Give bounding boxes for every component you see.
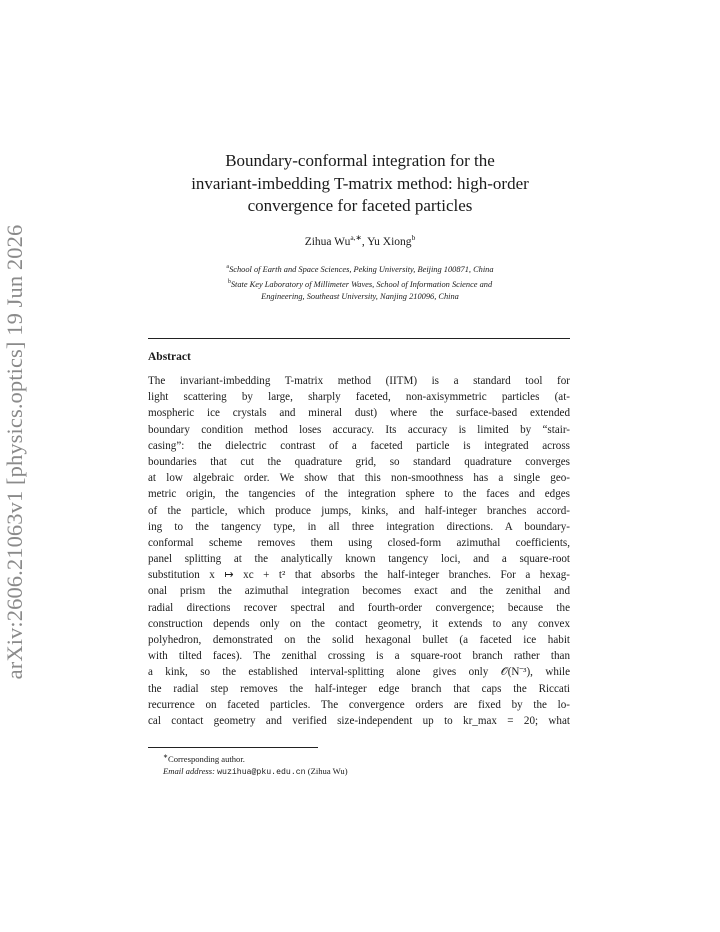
footnote-email — [163, 765, 348, 780]
footnote-corresponding — [163, 751, 348, 765]
abstract-heading: Abstract — [148, 351, 191, 363]
abstract-line: onal prism the azimuthal integration becomes exact and the zenithal and — [148, 585, 570, 598]
author-name: Zihua Wu — [304, 235, 351, 248]
affiliation-line — [150, 261, 570, 276]
abstract-line: ing to the tangency type, in all three integration directions. A boundary- — [148, 520, 570, 533]
affiliation-text: State Key Laboratory of Millimeter Waves, School of Information Science and — [230, 279, 493, 289]
author-affil-mark: a,∗ — [350, 233, 362, 242]
paper-title — [120, 150, 600, 218]
affiliations — [150, 261, 570, 303]
author-separator: , — [361, 235, 368, 248]
affiliation-line — [150, 291, 570, 303]
abstract-line: light scattering by large, sharply faceted, non-axisymmetric particles (at- — [148, 391, 570, 404]
abstract-line: recurrence on faceted particles. The convergence orders are fixed by the lo- — [148, 698, 570, 711]
affiliation-text: Engineering, Southeast University, Nanjing 210096, China — [261, 291, 459, 301]
abstract-line: radial directions recover spectral and fourth-order convergence; because the — [148, 601, 570, 614]
affiliation-text: School of Earth and Space Sciences, Peking University, Beijing 100871, China — [229, 264, 494, 274]
footnote-mark: ∗ — [163, 754, 169, 760]
title-line: invariant-imbedding T-matrix method: high-order — [191, 173, 529, 193]
email-link[interactable]: wuzihua@pku.edu.cn — [217, 768, 306, 778]
title-line: Boundary-conformal integration for the — [225, 151, 495, 170]
affiliation-mark: b — [227, 278, 231, 285]
abstract-line: conformal scheme removes them using closed-form azimuthal coefficients, — [148, 536, 570, 549]
abstract-body — [148, 373, 570, 729]
email-owner: (Zihua Wu) — [307, 766, 348, 777]
abstract-line: a kink, so the established interval-splitting alone gives only 𝒪(N⁻³), while — [148, 666, 570, 679]
email-label: Email address: — [163, 766, 215, 777]
abstract-line: at low algebraic order. We show that this non-smoothness has a single geo- — [148, 472, 570, 485]
abstract-line: construction depends only on the contact geometry, it extends to any convex — [148, 617, 570, 630]
abstract-line: the radial step removes the half-integer edge branch that caps the Riccati — [148, 682, 570, 695]
abstract-line: metric origin, the tangencies of the integration sphere to the faces and edges — [148, 488, 570, 501]
author-name: Yu Xiong — [367, 235, 412, 248]
abstract-top-rule — [148, 338, 570, 339]
abstract-line: The invariant-imbedding T-matrix method (IITM) is a standard tool for — [148, 375, 570, 387]
abstract-line: with tilted faces). The zenithal crossing is a square-root branch rather than — [148, 650, 570, 663]
affiliation-mark: a — [226, 264, 230, 270]
abstract-line: cal contact geometry and verified size-independent up to kr_max = 20; what — [148, 714, 570, 727]
affiliation-line — [150, 276, 570, 291]
arxiv-id: arXiv:2606.21063v1 [physics.optics] 19 Jun 2026 — [2, 224, 27, 680]
abstract-line: substitution x ↦ xc + t² that absorbs the half-integer branches. For a hexag- — [148, 569, 570, 582]
title-line: convergence for faceted particles — [247, 196, 473, 215]
abstract-line: casing”: the dielectric contrast of a faceted particle is integrated across — [148, 439, 570, 452]
author-affil-mark: b — [411, 233, 416, 242]
author-list — [120, 233, 600, 248]
abstract-line: boundaries that cut the quadrature grid, so standard quadrature converges — [148, 455, 570, 468]
abstract-line: boundary condition method loses accuracy. Its accuracy is limited by “stair- — [148, 423, 570, 436]
abstract-line: polyhedron, demonstrated on the solid hexagonal bullet (a faceted ice habit — [148, 634, 570, 646]
footnote-text: Corresponding author. — [168, 753, 245, 764]
abstract-line: panel splitting at the analytically known tangency loci, and a square-root — [148, 553, 570, 566]
footnotes — [163, 751, 348, 780]
footnote-rule — [148, 747, 318, 748]
abstract-line: mospheric ice crystals and mineral dust) where the surface-based extended — [148, 407, 570, 420]
abstract-line: of the particle, which produce jumps, kinks, and half-integer branches accord- — [148, 504, 570, 517]
